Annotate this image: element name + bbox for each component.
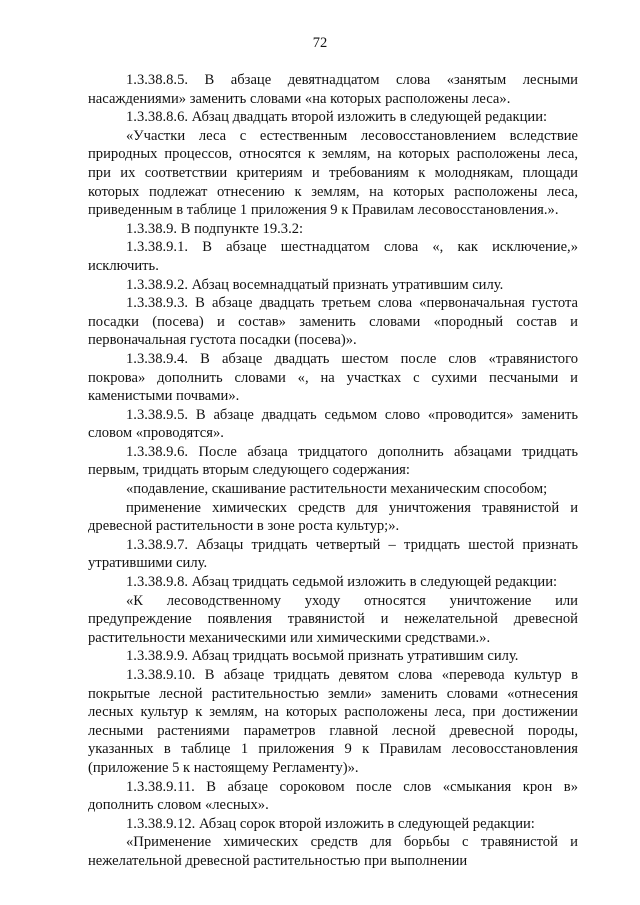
paragraph: 1.3.38.9.3. В абзаце двадцать третьем слова «первоначальная густота посадки (посева) и состав» заменить словами «породный состав и первоначальная густота посадки (посева)».: [88, 295, 578, 349]
paragraph: «Применение химических средств для борьбы с травянистой и нежелательной древесной растительностью при выполнении: [88, 834, 578, 869]
document-body: [88, 71, 578, 871]
page-number: 72: [312, 35, 328, 51]
paragraph: 1.3.38.9.5. В абзаце двадцать седьмом слово «проводится» заменить словом «проводятся».: [88, 406, 578, 442]
paragraph: 1.3.38.9.9. Абзац тридцать восьмой признать утратившим силу.: [126, 648, 519, 665]
paragraph: 1.3.38.9.8. Абзац тридцать седьмой изложить в следующей редакции:: [126, 574, 558, 591]
paragraph: 1.3.38.9.11. В абзаце сороковом после слов «смыкания крон в» дополнить словом «лесных».: [88, 778, 578, 814]
paragraph: 1.3.38.9.7. Абзацы тридцать четвертый – тридцать шестой признать утратившими силу.: [88, 536, 578, 572]
paragraph: 1.3.38.9.2. Абзац восемнадцатый признать утратившим силу.: [126, 276, 504, 293]
paragraph: «подавление, скашивание растительности механическим способом;: [126, 481, 548, 498]
paragraph: 1.3.38.9.10. В абзаце тридцать девятом слова «перевода культур в покрытые лесной растительностью земли» заменить словами «отнесения лесных культур к землям, на которых расположены леса, при достижении лесными растениями параметров главной лесной древесной породы, указанных в таблице 1 приложения 9 к Правилам лесовосстановления (приложение 5 к настоящему Регламенту)».: [88, 667, 578, 776]
paragraph: 1.3.38.9.1. В абзаце шестнадцатом слова «, как исключение,» исключить.: [88, 239, 578, 274]
paragraph: 1.3.38.8.5. В абзаце девятнадцатом слова «занятым лесными насаждениями» заменить словами «на которых расположены леса».: [88, 72, 578, 107]
paragraph: 1.3.38.8.6. Абзац двадцать второй изложить в следующей редакции:: [126, 109, 548, 126]
paragraph: 1.3.38.9.4. В абзаце двадцать шестом после слов «травянистого покрова» дополнить словами «, на участках с сухими песчаными и каменистыми почвами».: [88, 350, 578, 405]
paragraph: 1.3.38.9.6. После абзаца тридцатого дополнить абзацами тридцать первым, тридцать вторым следующего содержания:: [88, 443, 578, 479]
paragraph: применение химических средств для уничтожения травянистой и древесной растительности в зоне роста культур;».: [88, 499, 578, 535]
paragraph: «Участки леса с естественным лесовосстановлением вследствие природных процессов, относятся к землям, на которых расположены леса, при их соответствии критериям и требованиям к молоднякам, площади которых подлежат отнесению к землям, на которых расположены леса, приведенным в таблице 1 приложения 9 к Правилам лесовосстановления.».: [88, 127, 578, 219]
paragraph: 1.3.38.9. В подпункте 19.3.2:: [126, 220, 304, 237]
paragraph: 1.3.38.9.12. Абзац сорок второй изложить в следующей редакции:: [126, 815, 535, 832]
paragraph: «К лесоводственному уходу относятся уничтожение или предупреждение появления травянистой и нежелательной древесной растительности механическими или химическими средствами.».: [88, 592, 578, 646]
